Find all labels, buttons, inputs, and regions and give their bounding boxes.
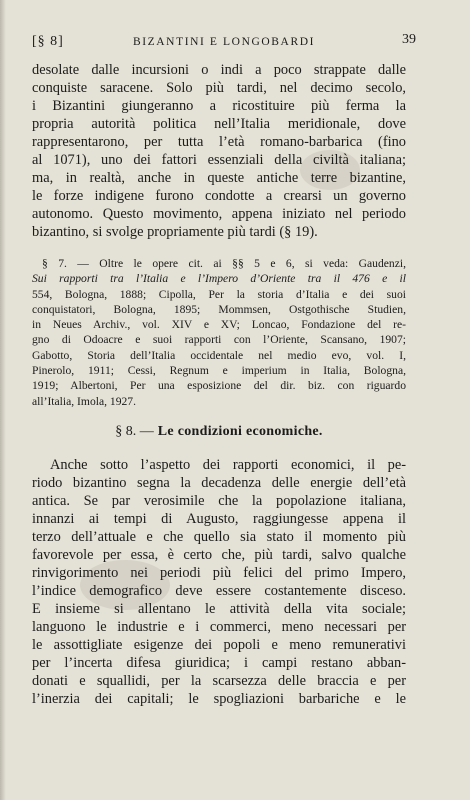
- text-line: bizantino, si svolge propriamente più tardi (§ 19).: [32, 224, 318, 240]
- footnote-line: Gabotto, Storia dell’Italia occidentale nel medio evo, vol. I,: [32, 348, 406, 362]
- text-line: al 1071), uno dei fattori essenziali della civiltà italiana;: [32, 152, 406, 168]
- text-line: rinvigorimento nei periodi più felici del primo Impero,: [32, 565, 406, 581]
- text-line: conquiste saracene. Solo più tardi, nel decimo secolo,: [32, 80, 406, 96]
- text-line: rappresentarono, per tutta l’età romano-barbarica (fino: [32, 134, 406, 150]
- paragraph-1: [32, 61, 406, 241]
- footnote: [32, 256, 406, 409]
- section-title: Le condizioni economiche.: [157, 424, 323, 439]
- text-line: le assottigliate esigenze dei popoli e meno remunerativi: [32, 637, 406, 653]
- text-line: propria autorità politica nell’Italia meridionale, dove: [32, 116, 406, 132]
- footnote-line: § 7. — Oltre le opere cit. ai §§ 5 e 6, si veda: Gaudenzi,: [42, 257, 406, 270]
- text-line: l’inerzia dei capitali; le spogliazioni barbariche e le: [32, 691, 406, 707]
- text-line: desolate dalle incursioni o indi a poco strappate dalle: [32, 62, 406, 78]
- text-line: terzo dell’attuale e che quello sia stato il momento più: [32, 529, 406, 545]
- footnote-line: Sui rapporti tra l’Italia e l’Impero d’Oriente tra il 476 e il: [32, 272, 406, 286]
- text-line: innanzi ai tempi di Augusto, raggiungesse appena il: [32, 511, 406, 527]
- text-line: riodo bizantino segna la decadenza delle energie dell’età: [32, 475, 406, 491]
- section-number: § 8. —: [115, 424, 154, 439]
- footnote-line: all’Italia, Imola, 1927.: [32, 394, 136, 408]
- header-section: [§ 8]: [32, 34, 64, 49]
- footnote-line: Pinerolo, 1911; Cessi, Regnum e imperium in Italia, Bologna,: [32, 364, 406, 378]
- text-line: languono le industrie e i commerci, meno necessari per: [32, 619, 406, 635]
- text-line: E insieme si allentano le attività della vita sociale;: [32, 601, 406, 617]
- text-line: i Bizantini giungeranno a ricostituire più ferma la: [32, 98, 406, 114]
- running-header: [32, 32, 416, 52]
- text-line: antica. Se par verosimile che la popolazione italiana,: [32, 493, 406, 509]
- footnote-line: in Neues Archiv., vol. XIV e XV; Loncao, Fondazione del re-: [32, 318, 406, 332]
- page-number: 39: [402, 32, 416, 47]
- text-line: le forze indigene furono condotte a crearsi un governo: [32, 188, 406, 204]
- footnote-line: conquistatori, Bologna, 1895; Mommsen, Ostgothische Studien,: [32, 302, 406, 316]
- section-heading: [32, 422, 406, 440]
- running-title: BIZANTINI E LONGOBARDI: [132, 36, 316, 48]
- text-line: autonomo. Questo movimento, appena iniziato nel periodo: [32, 206, 406, 222]
- footnote-line: 1919; Albertoni, Per una esposizione del dir. biz. con riguardo: [32, 379, 406, 393]
- text-line: l’indice demografico deve essere costantemente disceso.: [32, 583, 406, 599]
- paragraph-2: [32, 456, 406, 708]
- text-line: ma, in realtà, anche in queste antiche terre bizantine,: [32, 170, 406, 186]
- text-line: Anche sotto l’aspetto dei rapporti economici, il pe-: [50, 457, 406, 473]
- text-line: donati e squallidi, per la scarsezza delle braccia e per: [32, 673, 406, 689]
- footnote-line: 554, Bologna, 1888; Cipolla, Per la storia d’Italia e dei suoi: [32, 287, 406, 301]
- text-line: per l’incerta difesa giuridica; i campi restano abban-: [32, 655, 406, 671]
- text-line: favorevole per essa, è certo che, più tardi, salvo qualche: [32, 547, 406, 563]
- footnote-line: gno di Odoacre e suoi rapporti con l’Oriente, Scansano, 1907;: [32, 333, 406, 347]
